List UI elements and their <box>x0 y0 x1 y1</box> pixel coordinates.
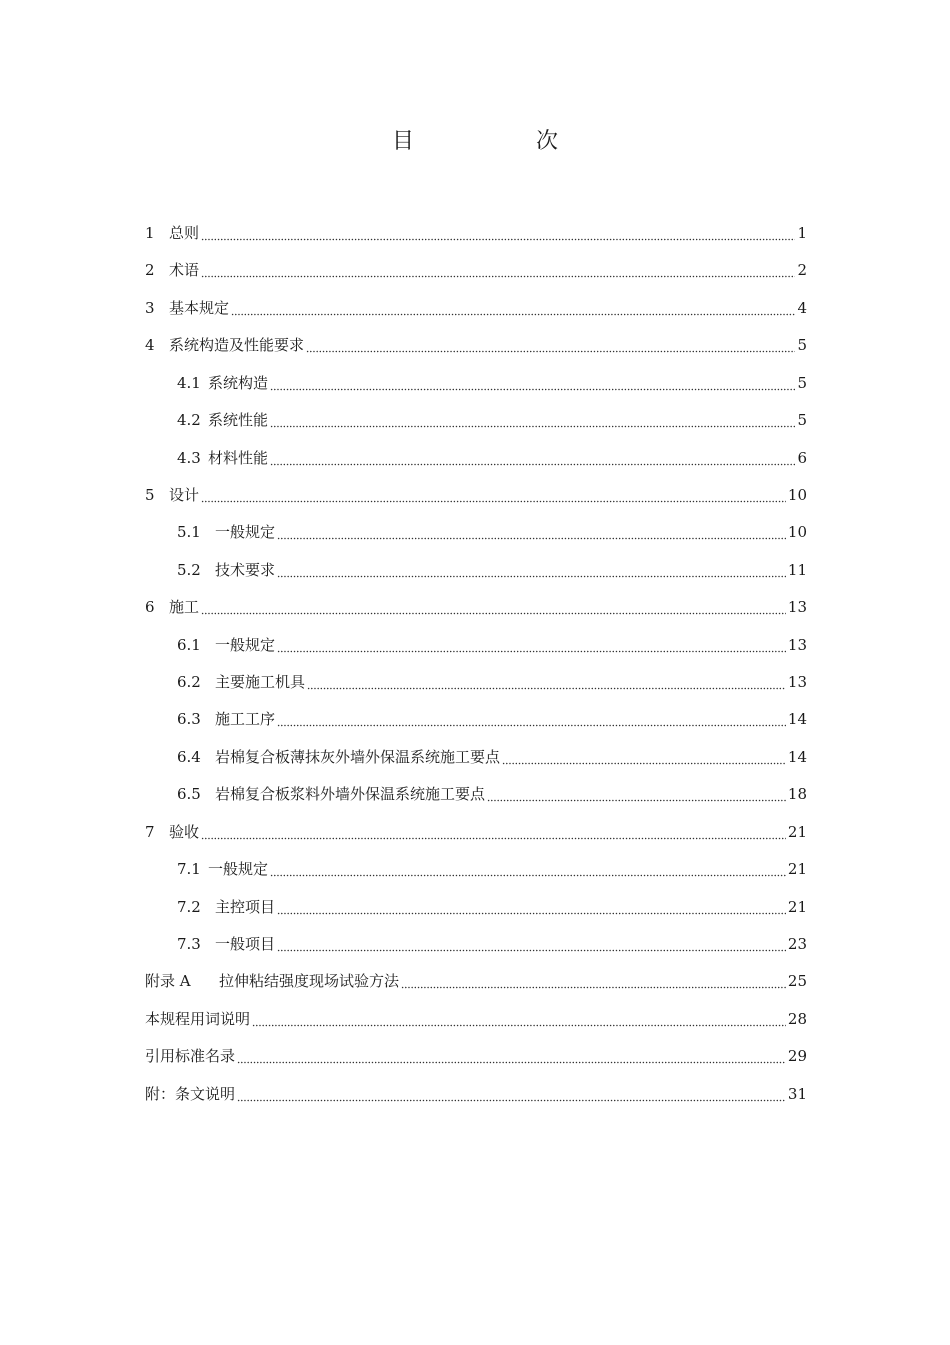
toc-entry-page: 21 <box>787 860 807 878</box>
toc-entry-page: 18 <box>787 785 807 803</box>
toc-entry-page: 25 <box>787 972 807 990</box>
dot-leader <box>201 596 786 618</box>
toc-entry-label: 一般规定 <box>208 860 269 878</box>
toc-entry-number: 6.5 <box>177 785 201 803</box>
toc-entry-label: 一般规定 <box>215 636 276 654</box>
toc-entry-number: 6.1 <box>177 636 201 654</box>
page-title: 目 次 <box>391 129 608 154</box>
toc-entry-page: 6 <box>797 449 807 467</box>
toc-entry[interactable] <box>145 297 807 319</box>
toc-entry-page: 29 <box>787 1047 807 1065</box>
dot-leader <box>277 521 786 543</box>
toc-entry[interactable] <box>177 409 807 431</box>
dot-leader <box>277 634 786 656</box>
toc-entry-label: 主要施工机具 <box>215 673 306 691</box>
toc-entry-number: 5.2 <box>177 561 201 579</box>
toc-entry-page: 31 <box>787 1085 807 1103</box>
toc-entry-number: 5.1 <box>177 523 201 541</box>
toc-entry[interactable] <box>145 222 807 244</box>
toc-entry-label: 施工工序 <box>215 710 276 728</box>
dot-leader <box>502 746 786 768</box>
toc-entry-label: 附：条文说明 <box>145 1085 236 1103</box>
toc-entry-label: 术语 <box>169 261 200 279</box>
toc-entry-number: 4.1 <box>177 374 201 392</box>
toc-entry-number: 6.2 <box>177 673 201 691</box>
toc-entry-number: 4.3 <box>177 449 201 467</box>
dot-leader <box>270 409 795 431</box>
dot-leader <box>201 259 795 281</box>
toc-entry[interactable] <box>145 259 807 281</box>
dot-leader <box>277 933 786 955</box>
toc-entry-page: 14 <box>787 710 807 728</box>
dot-leader <box>237 1083 786 1105</box>
toc-entry-page: 21 <box>787 823 807 841</box>
toc-entry-number: 2 <box>145 261 155 279</box>
toc-entry-number: 7 <box>145 823 155 841</box>
dot-leader <box>252 1008 786 1030</box>
toc-entry-page: 14 <box>787 748 807 766</box>
toc-entry-page: 10 <box>787 486 807 504</box>
toc-entry[interactable] <box>177 671 807 693</box>
toc-entry-page: 2 <box>797 261 807 279</box>
toc-entry-page: 1 <box>797 224 807 242</box>
toc-entry-number: 5 <box>145 486 155 504</box>
toc-entry[interactable] <box>177 708 807 730</box>
toc-entry-page: 13 <box>787 598 807 616</box>
toc-entry[interactable] <box>145 970 807 992</box>
dot-leader <box>487 783 786 805</box>
toc-entry-label: 施工 <box>169 598 200 616</box>
toc-entry-number: 4.2 <box>177 411 201 429</box>
toc-entry-page: 4 <box>797 299 807 317</box>
toc-entry-label: 设计 <box>169 486 200 504</box>
toc-entry[interactable] <box>145 596 807 618</box>
toc-entry-page: 5 <box>797 411 807 429</box>
toc-entry-label: 一般项目 <box>215 935 276 953</box>
toc-entry-number: 6 <box>145 598 155 616</box>
toc-entry-page: 5 <box>797 336 807 354</box>
toc-entry[interactable] <box>177 559 807 581</box>
toc-entry-label: 引用标准名录 <box>145 1047 236 1065</box>
toc-entry[interactable] <box>177 858 807 880</box>
toc-entry-number: 3 <box>145 299 155 317</box>
toc-entry[interactable] <box>177 521 807 543</box>
toc-entry-page: 21 <box>787 898 807 916</box>
dot-leader <box>201 222 795 244</box>
toc-entry[interactable] <box>177 372 807 394</box>
toc-entry-page: 13 <box>787 636 807 654</box>
toc-entry[interactable] <box>145 1083 807 1105</box>
toc-entry-label: 基本规定 <box>169 299 230 317</box>
toc-entry[interactable] <box>177 896 807 918</box>
toc-entry-number: 7.2 <box>177 898 201 916</box>
toc-entry[interactable] <box>145 1008 807 1030</box>
toc-entry-number: 6.3 <box>177 710 201 728</box>
dot-leader <box>277 896 786 918</box>
toc-entry[interactable] <box>145 1045 807 1067</box>
toc-entry-label: 总则 <box>169 224 200 242</box>
toc-entry-label: 系统性能 <box>208 411 269 429</box>
toc-entry-label: 技术要求 <box>215 561 276 579</box>
toc-entry-page: 28 <box>787 1010 807 1028</box>
dot-leader <box>237 1045 786 1067</box>
toc-entry[interactable] <box>177 783 807 805</box>
toc-entry-number: 6.4 <box>177 748 201 766</box>
toc-entry-label: 本规程用词说明 <box>145 1010 251 1028</box>
toc-entry[interactable] <box>145 821 807 843</box>
toc-entry-label: 拉伸粘结强度现场试验方法 <box>219 972 400 990</box>
dot-leader <box>277 708 786 730</box>
toc-entry-label: 系统构造 <box>208 374 269 392</box>
dot-leader <box>306 334 795 356</box>
toc-entry[interactable] <box>177 933 807 955</box>
dot-leader <box>231 297 795 319</box>
toc-entry-number: 7.1 <box>177 860 201 878</box>
toc-entry-page: 23 <box>787 935 807 953</box>
toc-entry-label: 主控项目 <box>215 898 276 916</box>
toc-entry-label: 一般规定 <box>215 523 276 541</box>
toc-entry[interactable] <box>145 334 807 356</box>
dot-leader <box>201 821 786 843</box>
toc-entry[interactable] <box>177 634 807 656</box>
toc-entry-number: 附录 A <box>145 972 191 990</box>
toc-entry-page: 10 <box>787 523 807 541</box>
toc-entry-label: 材料性能 <box>208 449 269 467</box>
toc-entry[interactable] <box>145 484 807 506</box>
toc-entry-number: 4 <box>145 336 155 354</box>
dot-leader <box>401 970 786 992</box>
dot-leader <box>270 858 786 880</box>
toc-entry-number: 7.3 <box>177 935 201 953</box>
dot-leader <box>307 671 786 693</box>
toc-entry[interactable] <box>177 447 807 469</box>
toc-entry[interactable] <box>177 746 807 768</box>
toc-entry-label: 验收 <box>169 823 200 841</box>
toc-entry-page: 13 <box>787 673 807 691</box>
toc-entry-page: 5 <box>797 374 807 392</box>
dot-leader <box>270 447 795 469</box>
toc-entry-label: 系统构造及性能要求 <box>169 336 305 354</box>
toc-entry-page: 11 <box>787 561 807 579</box>
dot-leader <box>270 372 795 394</box>
dot-leader <box>201 484 786 506</box>
dot-leader <box>277 559 786 581</box>
toc-entry-label: 岩棉复合板薄抹灰外墙外保温系统施工要点 <box>215 748 501 766</box>
toc-entry-label: 岩棉复合板浆料外墙外保温系统施工要点 <box>215 785 486 803</box>
toc-entry-number: 1 <box>145 224 155 242</box>
